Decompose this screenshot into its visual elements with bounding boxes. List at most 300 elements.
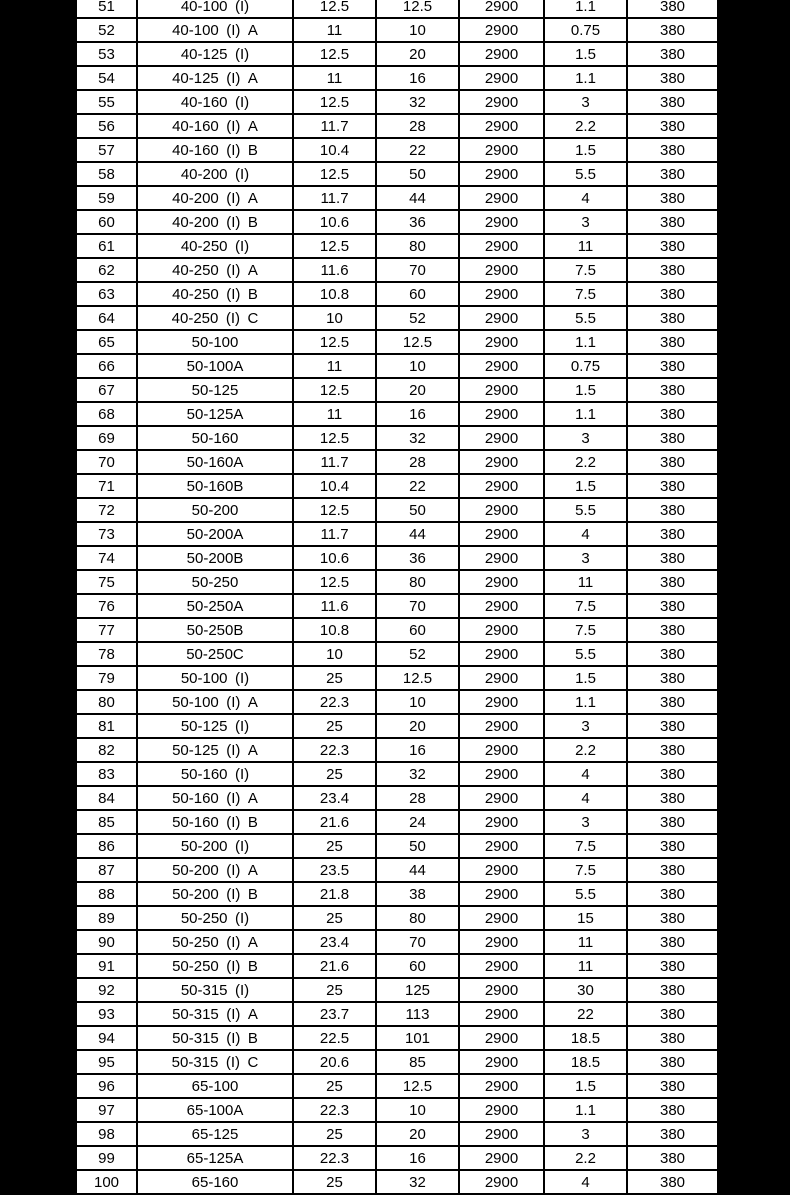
- value1-cell: 21.6: [293, 954, 376, 978]
- value2-cell: 60: [376, 954, 459, 978]
- table-row: [76, 906, 718, 930]
- table-row: [76, 618, 718, 642]
- table-row: [76, 810, 718, 834]
- value1-cell: 10: [293, 642, 376, 666]
- model-cell: 50-160: [137, 426, 293, 450]
- voltage-cell: 380: [627, 1122, 718, 1146]
- value1-cell: 10: [293, 306, 376, 330]
- voltage-cell: 380: [627, 618, 718, 642]
- model-cell: 40-200 (I) B: [137, 210, 293, 234]
- table-row: [76, 858, 718, 882]
- table-row: [76, 354, 718, 378]
- power-cell: 5.5: [544, 498, 627, 522]
- model-cell: 65-100: [137, 1074, 293, 1098]
- power-cell: 11: [544, 954, 627, 978]
- value1-cell: 21.6: [293, 810, 376, 834]
- power-cell: 4: [544, 522, 627, 546]
- table-row: [76, 786, 718, 810]
- power-cell: 3: [544, 546, 627, 570]
- table-row: [76, 1170, 718, 1194]
- table-row: [76, 666, 718, 690]
- row-number-cell: 52: [76, 18, 137, 42]
- row-number-cell: 73: [76, 522, 137, 546]
- value1-cell: 12.5: [293, 378, 376, 402]
- table-row: [76, 210, 718, 234]
- voltage-cell: 380: [627, 858, 718, 882]
- voltage-cell: 380: [627, 810, 718, 834]
- value1-cell: 22.5: [293, 1026, 376, 1050]
- voltage-cell: 380: [627, 786, 718, 810]
- value2-cell: 12.5: [376, 666, 459, 690]
- row-number-cell: 68: [76, 402, 137, 426]
- power-cell: 3: [544, 1122, 627, 1146]
- value1-cell: 23.7: [293, 1002, 376, 1026]
- row-number-cell: 59: [76, 186, 137, 210]
- table-row: [76, 234, 718, 258]
- value1-cell: 20.6: [293, 1050, 376, 1074]
- speed-cell: 2900: [459, 906, 544, 930]
- value1-cell: 10.4: [293, 138, 376, 162]
- model-cell: 40-250 (I) C: [137, 306, 293, 330]
- speed-cell: 2900: [459, 858, 544, 882]
- model-cell: 50-200 (I): [137, 834, 293, 858]
- power-cell: 18.5: [544, 1050, 627, 1074]
- value2-cell: 12.5: [376, 330, 459, 354]
- row-number-cell: 57: [76, 138, 137, 162]
- table-row: [76, 882, 718, 906]
- table-row: [76, 930, 718, 954]
- power-cell: 1.5: [544, 474, 627, 498]
- model-cell: 50-160 (I): [137, 762, 293, 786]
- value1-cell: 23.4: [293, 786, 376, 810]
- power-cell: 2.2: [544, 738, 627, 762]
- model-cell: 50-200B: [137, 546, 293, 570]
- voltage-cell: 380: [627, 714, 718, 738]
- table-row: [76, 0, 718, 18]
- row-number-cell: 58: [76, 162, 137, 186]
- row-number-cell: 74: [76, 546, 137, 570]
- table-row: [76, 1050, 718, 1074]
- value2-cell: 50: [376, 834, 459, 858]
- row-number-cell: 69: [76, 426, 137, 450]
- power-cell: 7.5: [544, 618, 627, 642]
- power-cell: 0.75: [544, 18, 627, 42]
- value1-cell: 12.5: [293, 0, 376, 18]
- model-cell: 50-315 (I) B: [137, 1026, 293, 1050]
- row-number-cell: 62: [76, 258, 137, 282]
- value1-cell: 10.4: [293, 474, 376, 498]
- power-cell: 7.5: [544, 258, 627, 282]
- voltage-cell: 380: [627, 1002, 718, 1026]
- value1-cell: 22.3: [293, 690, 376, 714]
- model-cell: 40-100 (I) A: [137, 18, 293, 42]
- model-cell: 50-315 (I) A: [137, 1002, 293, 1026]
- speed-cell: 2900: [459, 882, 544, 906]
- power-cell: 1.1: [544, 66, 627, 90]
- voltage-cell: 380: [627, 1074, 718, 1098]
- value2-cell: 32: [376, 762, 459, 786]
- speed-cell: 2900: [459, 714, 544, 738]
- voltage-cell: 380: [627, 162, 718, 186]
- table-row: [76, 498, 718, 522]
- power-cell: 1.1: [544, 0, 627, 18]
- value1-cell: 10.8: [293, 282, 376, 306]
- power-cell: 5.5: [544, 162, 627, 186]
- table-row: [76, 1002, 718, 1026]
- value2-cell: 52: [376, 642, 459, 666]
- value2-cell: 10: [376, 1098, 459, 1122]
- voltage-cell: 380: [627, 402, 718, 426]
- value2-cell: 10: [376, 354, 459, 378]
- model-cell: 50-160B: [137, 474, 293, 498]
- model-cell: 50-315 (I) C: [137, 1050, 293, 1074]
- value1-cell: 25: [293, 714, 376, 738]
- speed-cell: 2900: [459, 786, 544, 810]
- value2-cell: 113: [376, 1002, 459, 1026]
- speed-cell: 2900: [459, 834, 544, 858]
- table-row: [76, 258, 718, 282]
- row-number-cell: 86: [76, 834, 137, 858]
- voltage-cell: 380: [627, 0, 718, 18]
- power-cell: 5.5: [544, 306, 627, 330]
- value1-cell: 25: [293, 978, 376, 1002]
- speed-cell: 2900: [459, 234, 544, 258]
- speed-cell: 2900: [459, 162, 544, 186]
- value2-cell: 50: [376, 162, 459, 186]
- table-row: [76, 954, 718, 978]
- row-number-cell: 78: [76, 642, 137, 666]
- value1-cell: 11: [293, 354, 376, 378]
- power-cell: 3: [544, 210, 627, 234]
- speed-cell: 2900: [459, 546, 544, 570]
- voltage-cell: 380: [627, 690, 718, 714]
- row-number-cell: 64: [76, 306, 137, 330]
- row-number-cell: 93: [76, 1002, 137, 1026]
- voltage-cell: 380: [627, 18, 718, 42]
- voltage-cell: 380: [627, 138, 718, 162]
- row-number-cell: 94: [76, 1026, 137, 1050]
- value2-cell: 80: [376, 570, 459, 594]
- power-cell: 1.1: [544, 330, 627, 354]
- value1-cell: 11.7: [293, 186, 376, 210]
- table-row: [76, 18, 718, 42]
- power-cell: 2.2: [544, 114, 627, 138]
- speed-cell: 2900: [459, 1122, 544, 1146]
- pump-spec-table-wrap: [75, 0, 719, 1195]
- voltage-cell: 380: [627, 66, 718, 90]
- row-number-cell: 61: [76, 234, 137, 258]
- table-row: [76, 690, 718, 714]
- voltage-cell: 380: [627, 354, 718, 378]
- value1-cell: 11: [293, 18, 376, 42]
- value2-cell: 16: [376, 402, 459, 426]
- voltage-cell: 380: [627, 1050, 718, 1074]
- value2-cell: 16: [376, 66, 459, 90]
- table-row: [76, 1074, 718, 1098]
- table-row: [76, 306, 718, 330]
- model-cell: 50-250 (I) A: [137, 930, 293, 954]
- voltage-cell: 380: [627, 186, 718, 210]
- voltage-cell: 380: [627, 930, 718, 954]
- voltage-cell: 380: [627, 570, 718, 594]
- power-cell: 1.1: [544, 1098, 627, 1122]
- model-cell: 50-250B: [137, 618, 293, 642]
- model-cell: 50-250C: [137, 642, 293, 666]
- model-cell: 50-315 (I): [137, 978, 293, 1002]
- value2-cell: 16: [376, 738, 459, 762]
- value2-cell: 36: [376, 210, 459, 234]
- speed-cell: 2900: [459, 1074, 544, 1098]
- value2-cell: 28: [376, 114, 459, 138]
- power-cell: 4: [544, 786, 627, 810]
- row-number-cell: 53: [76, 42, 137, 66]
- speed-cell: 2900: [459, 354, 544, 378]
- value2-cell: 12.5: [376, 0, 459, 18]
- value1-cell: 11: [293, 66, 376, 90]
- speed-cell: 2900: [459, 810, 544, 834]
- table-row: [76, 138, 718, 162]
- value1-cell: 12.5: [293, 498, 376, 522]
- voltage-cell: 380: [627, 258, 718, 282]
- speed-cell: 2900: [459, 306, 544, 330]
- value2-cell: 32: [376, 426, 459, 450]
- speed-cell: 2900: [459, 282, 544, 306]
- speed-cell: 2900: [459, 330, 544, 354]
- model-cell: 50-100A: [137, 354, 293, 378]
- power-cell: 1.5: [544, 1074, 627, 1098]
- value1-cell: 12.5: [293, 162, 376, 186]
- model-cell: 50-200 (I) B: [137, 882, 293, 906]
- value2-cell: 28: [376, 786, 459, 810]
- voltage-cell: 380: [627, 666, 718, 690]
- table-row: [76, 738, 718, 762]
- pump-spec-table-body: [76, 0, 718, 1194]
- table-row: [76, 1122, 718, 1146]
- model-cell: 50-100: [137, 330, 293, 354]
- power-cell: 15: [544, 906, 627, 930]
- row-number-cell: 54: [76, 66, 137, 90]
- speed-cell: 2900: [459, 0, 544, 18]
- voltage-cell: 380: [627, 498, 718, 522]
- speed-cell: 2900: [459, 186, 544, 210]
- power-cell: 4: [544, 762, 627, 786]
- table-row: [76, 42, 718, 66]
- table-row: [76, 978, 718, 1002]
- power-cell: 18.5: [544, 1026, 627, 1050]
- table-row: [76, 762, 718, 786]
- model-cell: 50-125: [137, 378, 293, 402]
- table-row: [76, 594, 718, 618]
- speed-cell: 2900: [459, 690, 544, 714]
- voltage-cell: 380: [627, 426, 718, 450]
- table-row: [76, 546, 718, 570]
- value1-cell: 12.5: [293, 90, 376, 114]
- model-cell: 50-160A: [137, 450, 293, 474]
- pump-spec-table: [75, 0, 719, 1195]
- voltage-cell: 380: [627, 234, 718, 258]
- row-number-cell: 100: [76, 1170, 137, 1194]
- model-cell: 50-100 (I): [137, 666, 293, 690]
- value2-cell: 44: [376, 858, 459, 882]
- voltage-cell: 380: [627, 906, 718, 930]
- voltage-cell: 380: [627, 738, 718, 762]
- row-number-cell: 82: [76, 738, 137, 762]
- value2-cell: 85: [376, 1050, 459, 1074]
- speed-cell: 2900: [459, 522, 544, 546]
- value2-cell: 10: [376, 690, 459, 714]
- speed-cell: 2900: [459, 762, 544, 786]
- table-row: [76, 570, 718, 594]
- voltage-cell: 380: [627, 378, 718, 402]
- row-number-cell: 55: [76, 90, 137, 114]
- voltage-cell: 380: [627, 882, 718, 906]
- value2-cell: 70: [376, 594, 459, 618]
- model-cell: 50-250 (I): [137, 906, 293, 930]
- model-cell: 65-125A: [137, 1146, 293, 1170]
- speed-cell: 2900: [459, 90, 544, 114]
- value1-cell: 11.6: [293, 258, 376, 282]
- speed-cell: 2900: [459, 738, 544, 762]
- row-number-cell: 80: [76, 690, 137, 714]
- model-cell: 50-100 (I) A: [137, 690, 293, 714]
- value1-cell: 12.5: [293, 330, 376, 354]
- row-number-cell: 87: [76, 858, 137, 882]
- table-row: [76, 90, 718, 114]
- model-cell: 40-100 (I): [137, 0, 293, 18]
- voltage-cell: 380: [627, 978, 718, 1002]
- value2-cell: 36: [376, 546, 459, 570]
- table-row: [76, 714, 718, 738]
- model-cell: 40-250 (I) A: [137, 258, 293, 282]
- row-number-cell: 76: [76, 594, 137, 618]
- voltage-cell: 380: [627, 474, 718, 498]
- table-row: [76, 114, 718, 138]
- speed-cell: 2900: [459, 570, 544, 594]
- value2-cell: 80: [376, 234, 459, 258]
- value2-cell: 70: [376, 258, 459, 282]
- value2-cell: 60: [376, 618, 459, 642]
- value2-cell: 32: [376, 90, 459, 114]
- model-cell: 50-200: [137, 498, 293, 522]
- model-cell: 50-160 (I) B: [137, 810, 293, 834]
- voltage-cell: 380: [627, 1026, 718, 1050]
- speed-cell: 2900: [459, 138, 544, 162]
- voltage-cell: 380: [627, 114, 718, 138]
- model-cell: 40-200 (I) A: [137, 186, 293, 210]
- speed-cell: 2900: [459, 18, 544, 42]
- row-number-cell: 60: [76, 210, 137, 234]
- speed-cell: 2900: [459, 954, 544, 978]
- value1-cell: 25: [293, 834, 376, 858]
- power-cell: 22: [544, 1002, 627, 1026]
- model-cell: 50-250: [137, 570, 293, 594]
- value1-cell: 10.8: [293, 618, 376, 642]
- model-cell: 40-250 (I): [137, 234, 293, 258]
- value2-cell: 28: [376, 450, 459, 474]
- value1-cell: 22.3: [293, 1098, 376, 1122]
- speed-cell: 2900: [459, 618, 544, 642]
- row-number-cell: 75: [76, 570, 137, 594]
- speed-cell: 2900: [459, 402, 544, 426]
- value2-cell: 38: [376, 882, 459, 906]
- model-cell: 50-250A: [137, 594, 293, 618]
- speed-cell: 2900: [459, 666, 544, 690]
- value2-cell: 20: [376, 378, 459, 402]
- value2-cell: 44: [376, 186, 459, 210]
- value2-cell: 60: [376, 282, 459, 306]
- model-cell: 40-200 (I): [137, 162, 293, 186]
- table-row: [76, 330, 718, 354]
- row-number-cell: 72: [76, 498, 137, 522]
- row-number-cell: 85: [76, 810, 137, 834]
- voltage-cell: 380: [627, 42, 718, 66]
- row-number-cell: 98: [76, 1122, 137, 1146]
- power-cell: 1.5: [544, 666, 627, 690]
- power-cell: 0.75: [544, 354, 627, 378]
- voltage-cell: 380: [627, 546, 718, 570]
- row-number-cell: 88: [76, 882, 137, 906]
- value1-cell: 11.6: [293, 594, 376, 618]
- value1-cell: 12.5: [293, 570, 376, 594]
- voltage-cell: 380: [627, 834, 718, 858]
- table-row: [76, 474, 718, 498]
- speed-cell: 2900: [459, 1050, 544, 1074]
- row-number-cell: 63: [76, 282, 137, 306]
- table-row: [76, 1098, 718, 1122]
- value2-cell: 101: [376, 1026, 459, 1050]
- voltage-cell: 380: [627, 522, 718, 546]
- power-cell: 30: [544, 978, 627, 1002]
- model-cell: 40-125 (I): [137, 42, 293, 66]
- table-row: [76, 186, 718, 210]
- power-cell: 1.1: [544, 402, 627, 426]
- value1-cell: 25: [293, 1074, 376, 1098]
- value1-cell: 25: [293, 762, 376, 786]
- row-number-cell: 66: [76, 354, 137, 378]
- value1-cell: 25: [293, 1122, 376, 1146]
- model-cell: 50-200A: [137, 522, 293, 546]
- row-number-cell: 84: [76, 786, 137, 810]
- row-number-cell: 67: [76, 378, 137, 402]
- value2-cell: 70: [376, 930, 459, 954]
- power-cell: 3: [544, 810, 627, 834]
- table-row: [76, 522, 718, 546]
- power-cell: 7.5: [544, 282, 627, 306]
- table-row: [76, 834, 718, 858]
- speed-cell: 2900: [459, 258, 544, 282]
- speed-cell: 2900: [459, 1170, 544, 1194]
- table-row: [76, 450, 718, 474]
- model-cell: 40-250 (I) B: [137, 282, 293, 306]
- table-row: [76, 402, 718, 426]
- power-cell: 3: [544, 426, 627, 450]
- row-number-cell: 70: [76, 450, 137, 474]
- value1-cell: 22.3: [293, 738, 376, 762]
- row-number-cell: 89: [76, 906, 137, 930]
- table-row: [76, 642, 718, 666]
- value2-cell: 10: [376, 18, 459, 42]
- value2-cell: 20: [376, 714, 459, 738]
- speed-cell: 2900: [459, 450, 544, 474]
- voltage-cell: 380: [627, 306, 718, 330]
- model-cell: 65-125: [137, 1122, 293, 1146]
- speed-cell: 2900: [459, 498, 544, 522]
- model-cell: 65-160: [137, 1170, 293, 1194]
- row-number-cell: 97: [76, 1098, 137, 1122]
- value2-cell: 80: [376, 906, 459, 930]
- voltage-cell: 380: [627, 954, 718, 978]
- value2-cell: 20: [376, 1122, 459, 1146]
